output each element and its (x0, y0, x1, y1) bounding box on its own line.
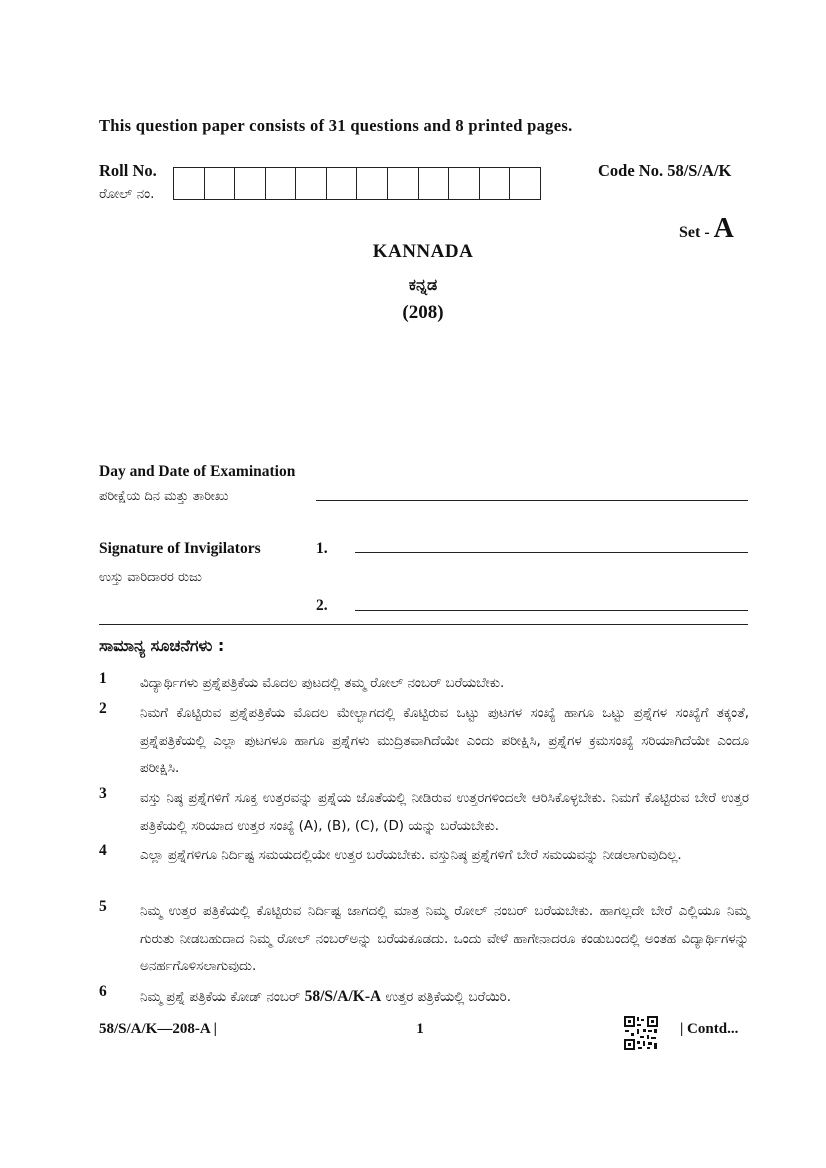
instruction-item (99, 700, 749, 783)
roll-number-box[interactable] (480, 168, 511, 199)
roll-number-box[interactable] (266, 168, 297, 199)
instruction-number: 5 (99, 898, 107, 915)
instruction-item (99, 898, 749, 981)
instruction-item (99, 785, 749, 840)
instruction-number: 6 (99, 983, 107, 1000)
set-letter: A (713, 213, 734, 244)
invigilator-2-line[interactable] (355, 610, 748, 611)
invigilator-signature-label-kannada: ಉಸ್ತು ವಾರಿದಾರರ ರುಜು (99, 570, 202, 585)
instruction-item (99, 983, 749, 1012)
instruction-text (140, 983, 749, 1012)
roll-number-box[interactable] (296, 168, 327, 199)
instruction-text: ನಿಮ್ಮ ಉತ್ತರ ಪತ್ರಿಕೆಯಲ್ಲಿ ಕೊಟ್ಟಿರುವ ನಿರ್ದಿಷ್ಟ ಜಾಗದಲ್ಲಿ ಮಾತ್ರ ನಿಮ್ಮ ರೋಲ್ ನಂಬರ್ ಬರೆಯಬೇಕು. ಹಾಗಲ್ಲದೇ ಬೇರೆ ಎಲ್ಲಿಯೂ ನಿಮ್ಮ ಗುರುತು ನೀಡಬಹುದಾದ ನಿಮ್ಮ ರೋಲ್ ನಂಬರ್‌ಅನ್ನು ಬರೆಯಕೂಡದು. ಒಂದು ವೇಳೆ ಹಾಗೇನಾದರೂ ಕಂಡುಬಂದಲ್ಲಿ ಅಂತಹ ವಿದ್ಯಾರ್ಥಿಗಳನ್ನು ಅನರ್ಹಗೊಳಿಸಲಾಗುವುದು. (140, 904, 749, 974)
instruction-text-after: ಉತ್ತರ ಪತ್ರಿಕೆಯಲ್ಲಿ ಬರೆಯಿರಿ. (385, 990, 511, 1005)
roll-number-box[interactable] (510, 168, 540, 199)
instruction-text: ನಿಮಗೆ ಕೊಟ್ಟಿರುವ ಪ್ರಶ್ನೆಪತ್ರಿಕೆಯ ಮೊದಲ ಮೇಲ್ಭಾಗದಲ್ಲಿ ಕೊಟ್ಟಿರುವ ಒಟ್ಟು ಪುಟಗಳ ಸಂಖ್ಯೆ ಹಾಗೂ ಒಟ್ಟು ಪ್ರಶ್ನೆಗಳ ಸಂಖ್ಯೆಗೆ ತಕ್ಕಂತೆ, ಪ್ರಶ್ನೆಪತ್ರಿಕೆಯಲ್ಲಿ ಎಲ್ಲಾ ಪುಟಗಳೂ ಹಾಗೂ ಪ್ರಶ್ನೆಗಳು ಮುದ್ರಿತವಾಗಿದೆಯೇ ಎಂದು ಪರೀಕ್ಷಿಸಿ, ಪ್ರಶ್ನೆಗಳ ಕ್ರಮಸಂಖ್ಯೆ ಸರಿಯಾಗಿದೆಯೇ ಎಂದೂ ಪರೀಕ್ಷಿಸಿ. (140, 706, 749, 776)
continued-label: | Contd... (680, 1021, 739, 1037)
invigilator-signature-label: Signature of Invigilators (99, 540, 261, 557)
subject-code: (208) (402, 302, 444, 323)
invigilator-2-number: 2. (316, 597, 328, 614)
invigilator-1-number: 1. (316, 540, 328, 557)
instruction-number: 4 (99, 842, 107, 859)
invigilator-1-line[interactable] (355, 552, 748, 553)
code-number: Code No. 58/S/A/K (598, 161, 732, 180)
roll-number-box[interactable] (357, 168, 388, 199)
roll-number-box[interactable] (174, 168, 205, 199)
instruction-item (99, 842, 749, 870)
roll-number-label: Roll No. (99, 161, 157, 180)
page-number: 1 (416, 1021, 424, 1037)
instruction-number: 2 (99, 700, 107, 717)
set-prefix: Set - (679, 224, 710, 241)
roll-number-label-kannada: ರೋಲ್ ನಂ. (99, 186, 155, 202)
subject-title: KANNADA (372, 241, 474, 262)
paper-info-note: This question paper consists of 31 questions and 8 printed pages. (99, 116, 573, 135)
roll-number-box[interactable] (327, 168, 358, 199)
footer-paper-code: 58/S/A/K—208-A | (99, 1021, 217, 1037)
subject-title-kannada: ಕನ್ನಡ (408, 275, 438, 294)
qr-code-icon (623, 1015, 659, 1051)
roll-number-boxes[interactable] (173, 167, 541, 200)
roll-number-box[interactable] (205, 168, 236, 199)
instructions-heading: ಸಾಮಾನ್ಯ ಸೂಚನೆಗಳು : (99, 636, 225, 655)
exam-date-line[interactable] (316, 500, 748, 501)
roll-number-box[interactable] (388, 168, 419, 199)
instruction-text: ವಸ್ತು ನಿಷ್ಠ ಪ್ರಶ್ನೆಗಳಿಗೆ ಸೂಕ್ತ ಉತ್ತರವನ್ನು ಪ್ರಶ್ನೆಯ ಜೊತೆಯಲ್ಲಿ ನೀಡಿರುವ ಉತ್ತರಗಳಿಂದಲೇ ಆರಿಸಿಕೊಳ್ಳಬೇಕು. ನಿಮಗೆ ಕೊಟ್ಟಿರುವ ಬೇರೆ ಉತ್ತರ ಪತ್ರಿಕೆಯಲ್ಲಿ ಸರಿಯಾದ ಉತ್ತರ ಸಂಖ್ಯೆ (A), (B), (C), (D) ಯನ್ನು ಬರೆಯಬೇಕು. (140, 791, 749, 834)
instruction-text-before: ನಿಮ್ಮ ಪ್ರಶ್ನೆ ಪತ್ರಿಕೆಯ ಕೋಡ್ ನಂಬರ್ (140, 990, 301, 1005)
instruction-number: 1 (99, 670, 107, 687)
instruction-number: 3 (99, 785, 107, 802)
roll-number-box[interactable] (419, 168, 450, 199)
instruction-text: ವಿದ್ಯಾರ್ಥಿಗಳು ಪ್ರಶ್ನೆಪತ್ರಿಕೆಯ ಮೊದಲ ಪುಟದಲ್ಲಿ ತಮ್ಮ ರೋಲ್ ನಂಬರ್ ಬರೆಯಬೇಕು. (140, 676, 505, 691)
exam-date-label-kannada: ಪರೀಕ್ಷೆಯ ದಿನ ಮತ್ತು ತಾರೀಖು (99, 489, 229, 504)
question-paper-code: 58/S/A/K-A (304, 988, 382, 1005)
exam-date-label: Day and Date of Examination (99, 463, 296, 480)
roll-number-box[interactable] (449, 168, 480, 199)
instruction-text: ಎಲ್ಲಾ ಪ್ರಶ್ನೆಗಳಿಗೂ ನಿರ್ದಿಷ್ಟ ಸಮಯದಲ್ಲಿಯೇ ಉತ್ತರ ಬರೆಯಬೇಕು. ವಸ್ತುನಿಷ್ಠ ಪ್ರಶ್ನೆಗಳಿಗೆ ಬೇರೆ ಸಮಯವನ್ನು ನೀಡಲಾಗುವುದಿಲ್ಲ. (140, 848, 682, 863)
section-divider (99, 624, 748, 625)
roll-number-box[interactable] (235, 168, 266, 199)
instruction-item (99, 670, 749, 698)
